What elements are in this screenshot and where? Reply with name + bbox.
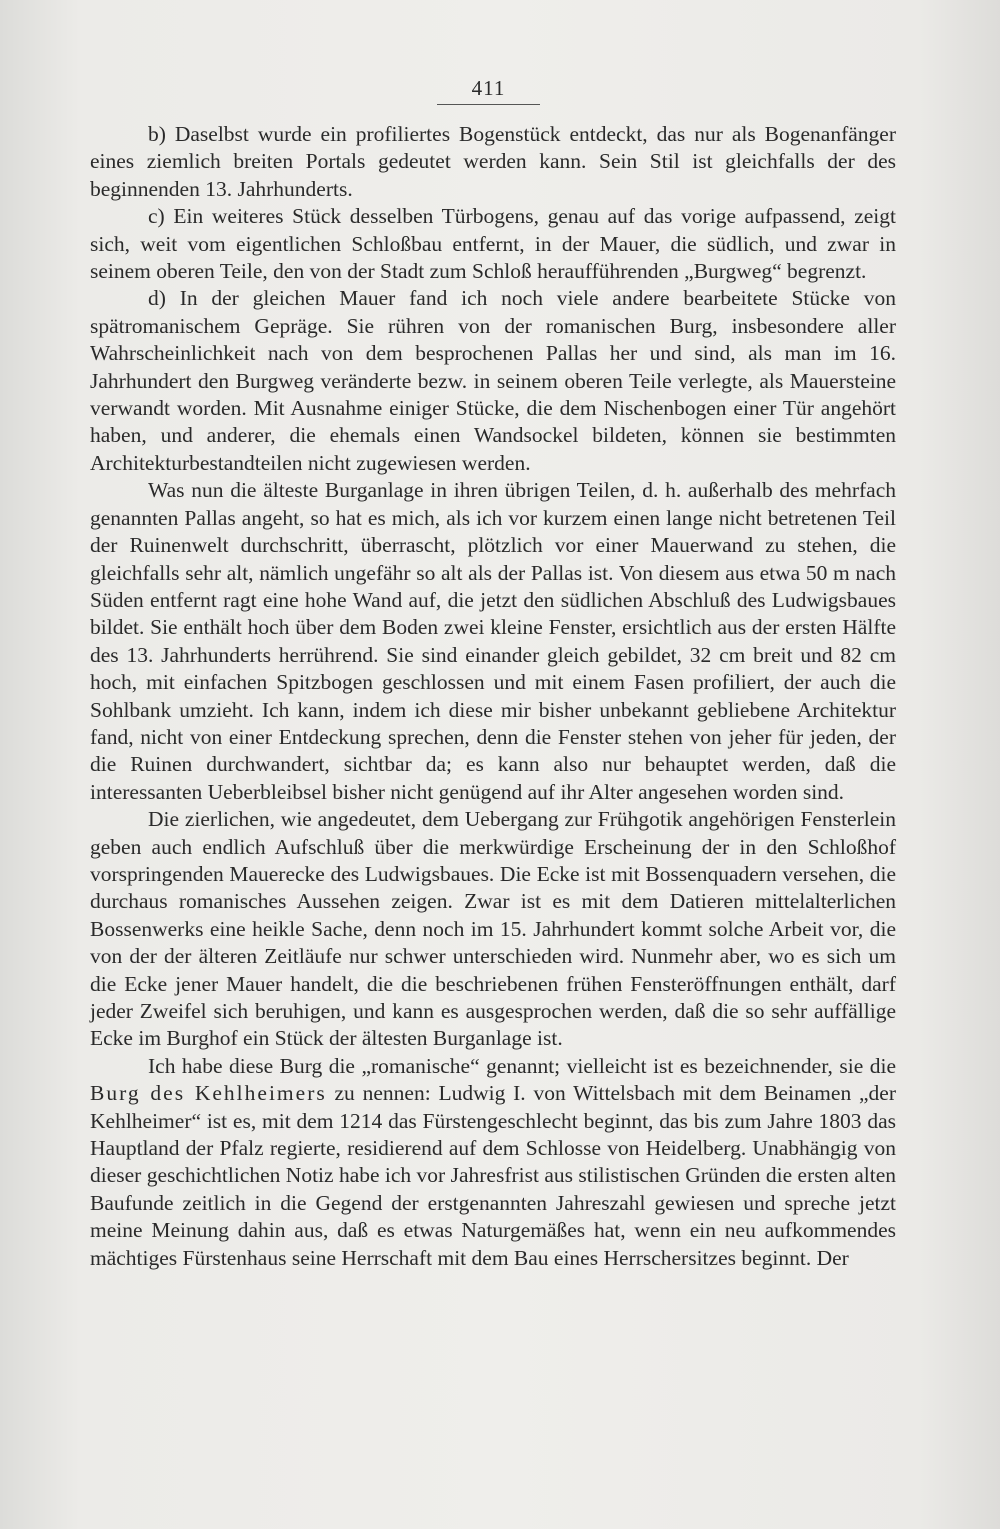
paragraph-windows: Die zierlichen, wie angedeutet, dem Uebergang zur Frühgotik angehörigen Fensterlein geben auch endlich Aufschluß über die merkwürdige Erscheinung der in den Schloßhof vorspringenden Mauerecke des Ludwigsbaues. Die Ecke ist mit Bossenquadern versehen, die durchaus romanisches Aussehen zeigen. Zwar ist es mit dem Datieren mittelalterlichen Bossenwerks eine heikle Sache, denn noch im 15. Jahrhundert kommt solche Arbeit vor, die von der der älteren Zeitläufe nur schwer unterschieden wird. Nunmehr aber, wo es sich um die Ecke jener Mauer handelt, die die beschriebenen frühen Fensteröffnungen enthält, darf jeder Zweifel sich beruhigen, und kann es ausgesprochen werden, daß die so sehr auffällige Ecke im Burghof ein Stück der ältesten Burganlage ist. [90, 807, 896, 1051]
paragraph-oldest-castle: Was nun die älteste Burganlage in ihren übrigen Teilen, d. h. außerhalb des mehrfach genannten Pallas angeht, so hat es mich, als ich vor kurzem einen lange nicht betretenen Teil der Ruinenwelt durchschritt, überrascht, plötzlich vor einer Mauerwand zu stehen, die gleichfalls sehr alt, nämlich ungefähr so alt als der Pallas ist. Von diesem aus etwa 50 m nach Süden entfernt ragt eine hohe Wand auf, die jetzt den südlichen Abschluß des Ludwigsbaues bildet. Sie enthält hoch über dem Boden zwei kleine Fenster, ersichtlich aus der ersten Hälfte des 13. Jahrhunderts herrührend. Sie sind einander gleich gebildet, 32 cm breit und 82 cm hoch, mit einfachen Spitzbogen geschlossen und mit einem Fasen profiliert, der auch die Sohlbank umzieht. Ich kann, indem ich diese mir bisher unbekannt gebliebene Architektur fand, nicht von einer Entdeckung sprechen, denn die Fenster stehen von jeher für jeden, der die Ruinen durchwandert, sichtbar da; es kann also nur behauptet werden, daß die interessanten Ueberbleibsel bisher nicht genügend auf ihr Alter angesehen worden sind. [90, 478, 896, 804]
paragraph-b: b) Daselbst wurde ein profiliertes Bogenstück entdeckt, das nur als Bogenanfänger eines ziemlich breiten Portals gedeutet werden kann. Sein Stil ist gleichfalls der des beginnenden 13. Jahrhunderts. [90, 122, 896, 201]
paragraph-c: c) Ein weiteres Stück desselben Türbogens, genau auf das vorige aufpassend, zeigt sich, weit vom eigentlichen Schloßbau entfernt, in der Mauer, die südlich, und zwar in seinem oberen Teile, den von der Stadt zum Schloß heraufführenden „Burgweg“ begrenzt. [90, 204, 896, 284]
kehlheimer-text-before: Ich habe diese Burg die „romanische“ genannt; vielleicht ist es bezeichnender, sie die [148, 1053, 896, 1078]
paragraph-kehlheimer [90, 1053, 896, 1272]
page-number: 411 [437, 76, 540, 105]
kehlheimer-text-after: zu nennen: Ludwig I. von Wittelsbach mit dem Beinamen „der Kehlheimer“ ist es, mit dem 1214 das Fürstengeschlecht beginnt, das bis zum Jahre 1803 das Hauptland der Pfalz regierte, residierend auf dem Schlosse von Heidelberg. Unabhängig von dieser geschichtlichen Notiz habe ich vor Jahresfrist aus stilistischen Gründen die ersten alten Baufunde zeitlich in die Gegend der erstgenannten Jahreszahl gewiesen und spreche jetzt meine Meinung dahin aus, daß es etwas Naturgemäßes hat, wenn ein neu aufkommendes mächtiges Fürstenhaus seine Herrschaft mit dem Bau eines Herrschersitzes beginnt. Der [90, 1081, 896, 1270]
body-text [90, 121, 896, 1272]
paragraph-d: d) In der gleichen Mauer fand ich noch viele andere bearbeitete Stücke von spätromanischem Gepräge. Sie rühren von der romanischen Burg, insbesondere aller Wahrscheinlichkeit nach von dem besprochenen Pallas her und sind, als man im 16. Jahrhundert den Burgweg veränderte bezw. in seinem oberen Teile verlegte, als Mauersteine verwandt worden. Mit Ausnahme einiger Stücke, die dem Nischenbogen einer Tür angehört haben, und anderer, die ehemals einen Wandsockel bildeten, können sie bestimmten Architekturbestandteilen nicht zugewiesen werden. [90, 286, 896, 475]
kehlheimer-spaced-text: Burg des Kehlheimers [90, 1081, 327, 1106]
